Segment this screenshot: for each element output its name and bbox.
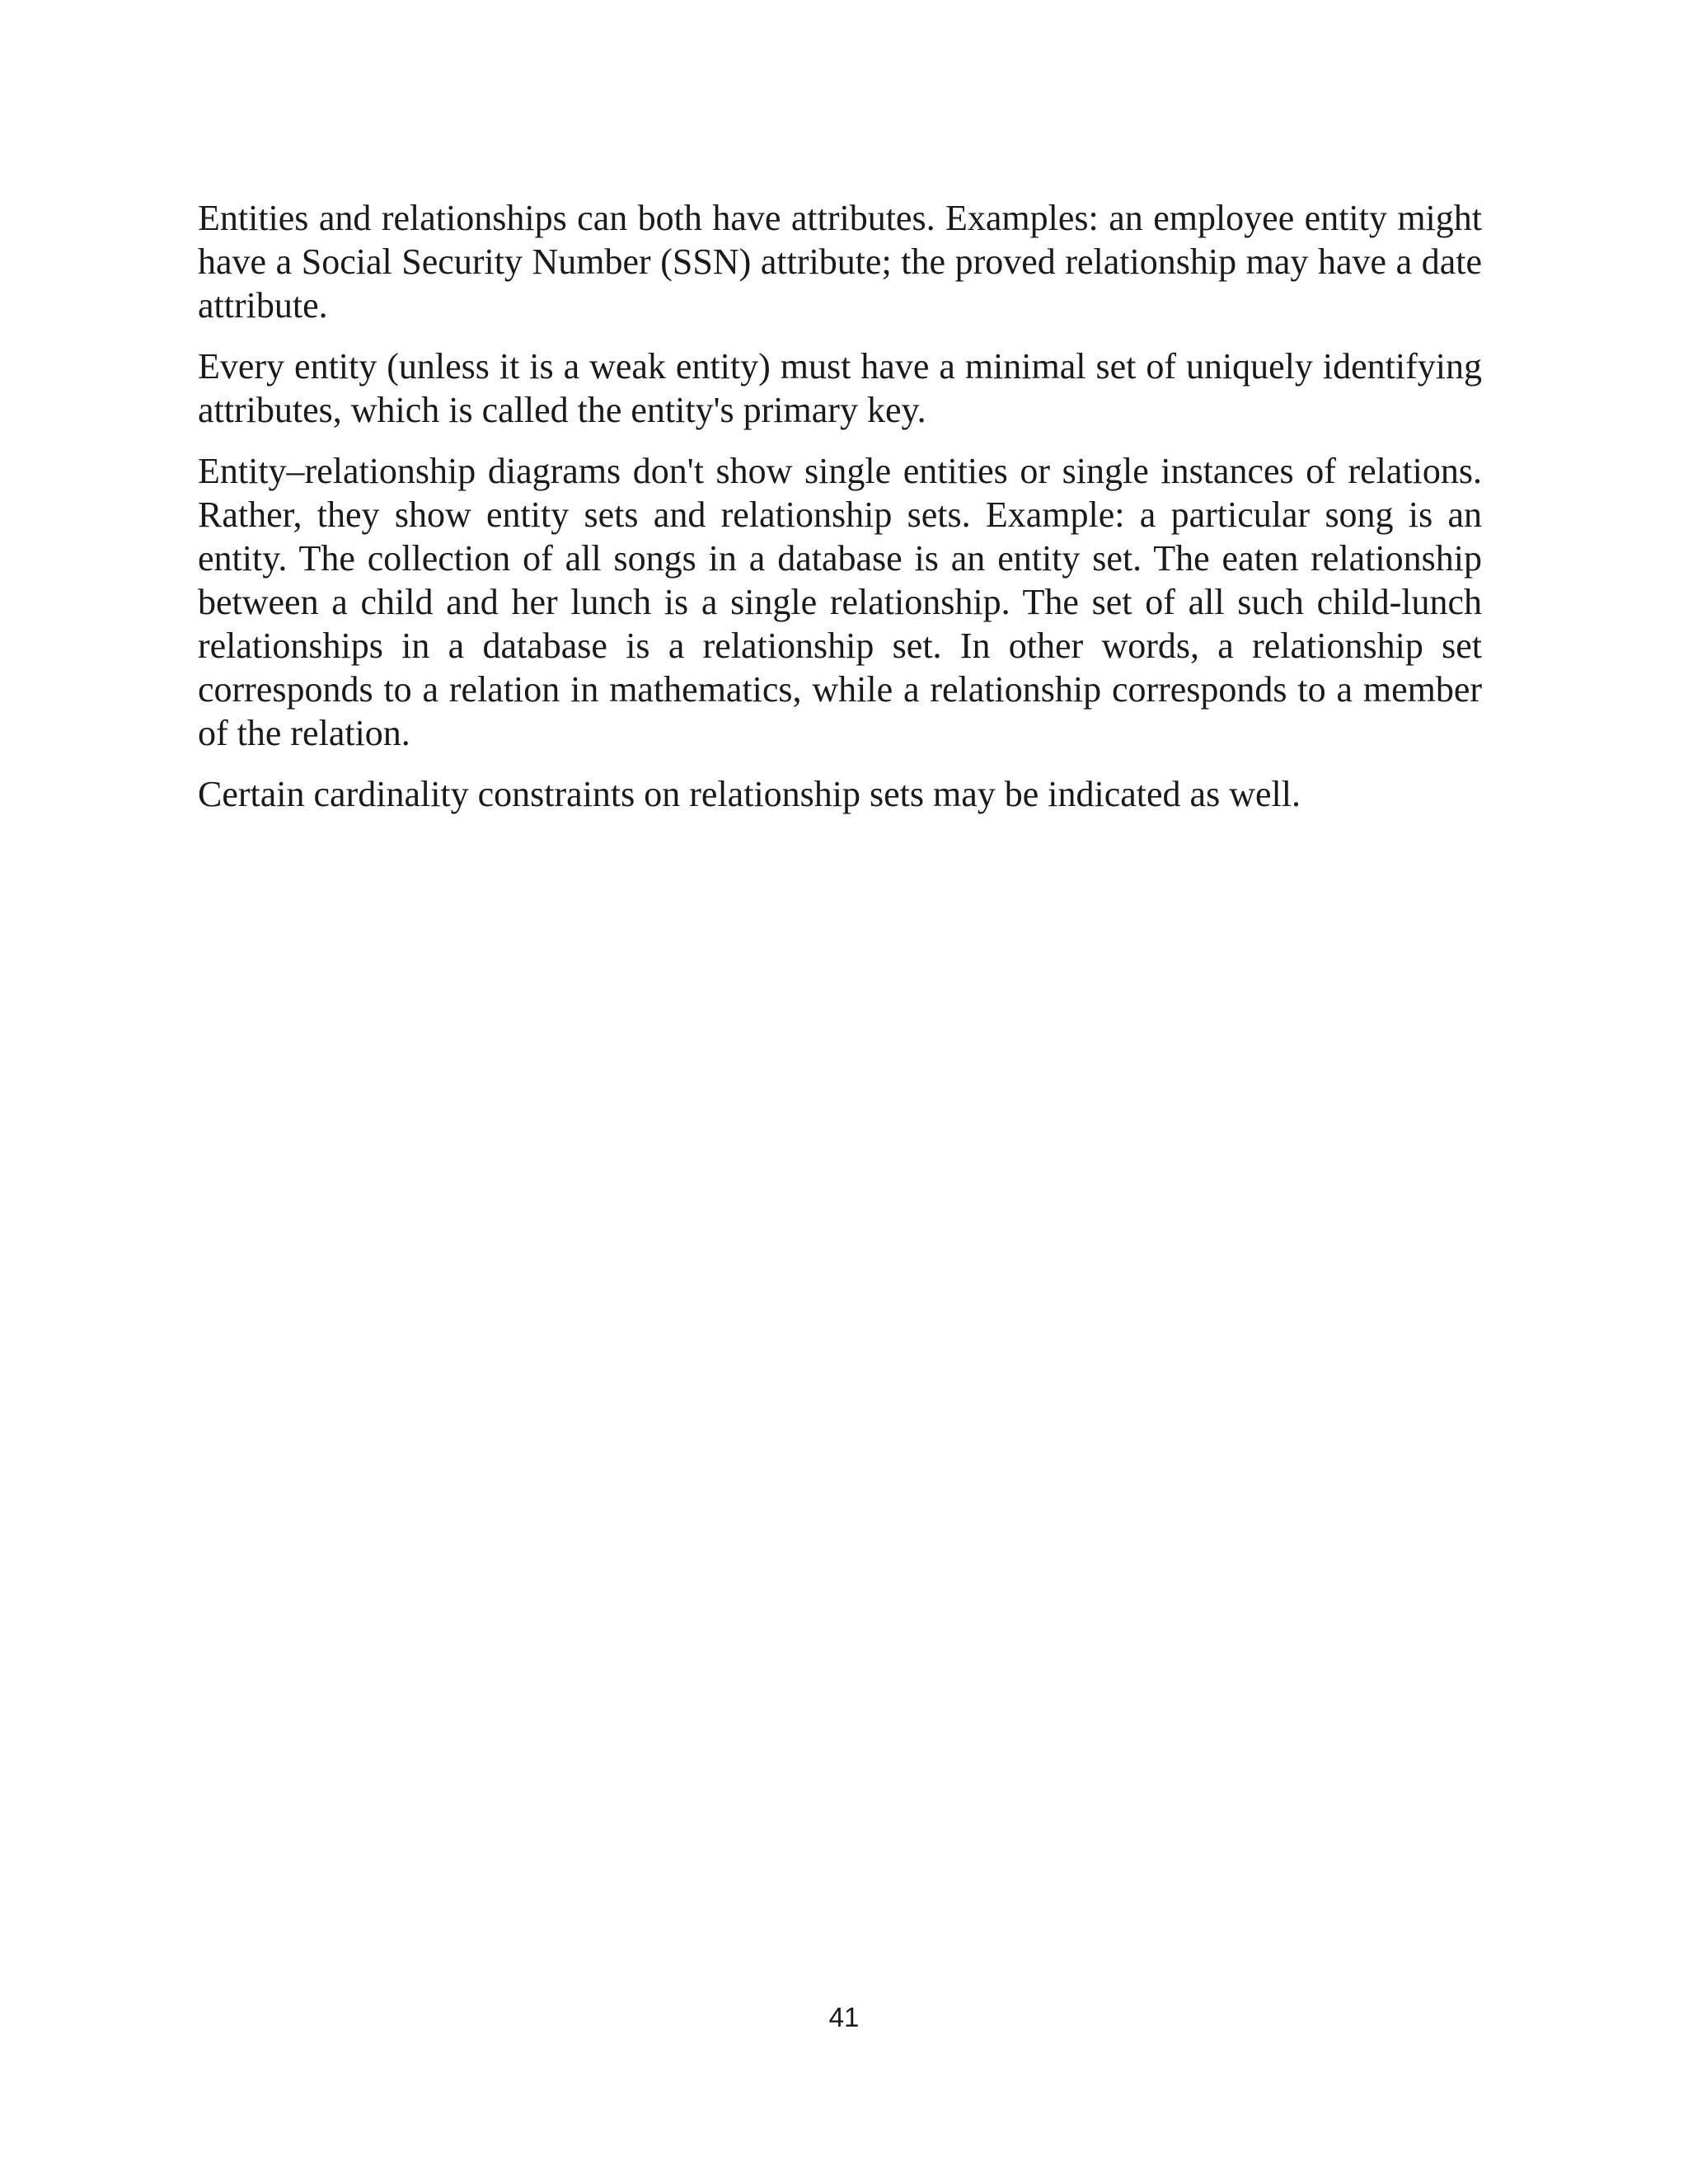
page-number: 41 bbox=[828, 2002, 860, 2032]
paragraph-primary-key: Every entity (unless it is a weak entity) must have a minimal set of uniquely identifying attributes, which is called the entity's primary key. bbox=[198, 346, 1482, 430]
paragraph-attributes: Entities and relationships can both have attributes. Examples: an employee entity might have a Social Security Number (SSN) attribute; the proved relationship may have a date attribute. bbox=[198, 198, 1482, 326]
body-text bbox=[198, 196, 1482, 833]
paragraph-cardinality: Certain cardinality constraints on relationship sets may be indicated as well. bbox=[198, 774, 1301, 814]
paragraph-entity-sets: Entity–relationship diagrams don't show single entities or single instances of relations. Rather, they show entity sets and relationship sets. Example: a particular song is an entity. The collection of all songs in a database is an entity set. The eaten relationship between a child and her lunch is a single relationship. The set of all such child-lunch relationships in a database is a relationship set. In other words, a relationship set corresponds to a relation in mathematics, while a relationship corresponds to a member of the relation. bbox=[198, 451, 1482, 753]
